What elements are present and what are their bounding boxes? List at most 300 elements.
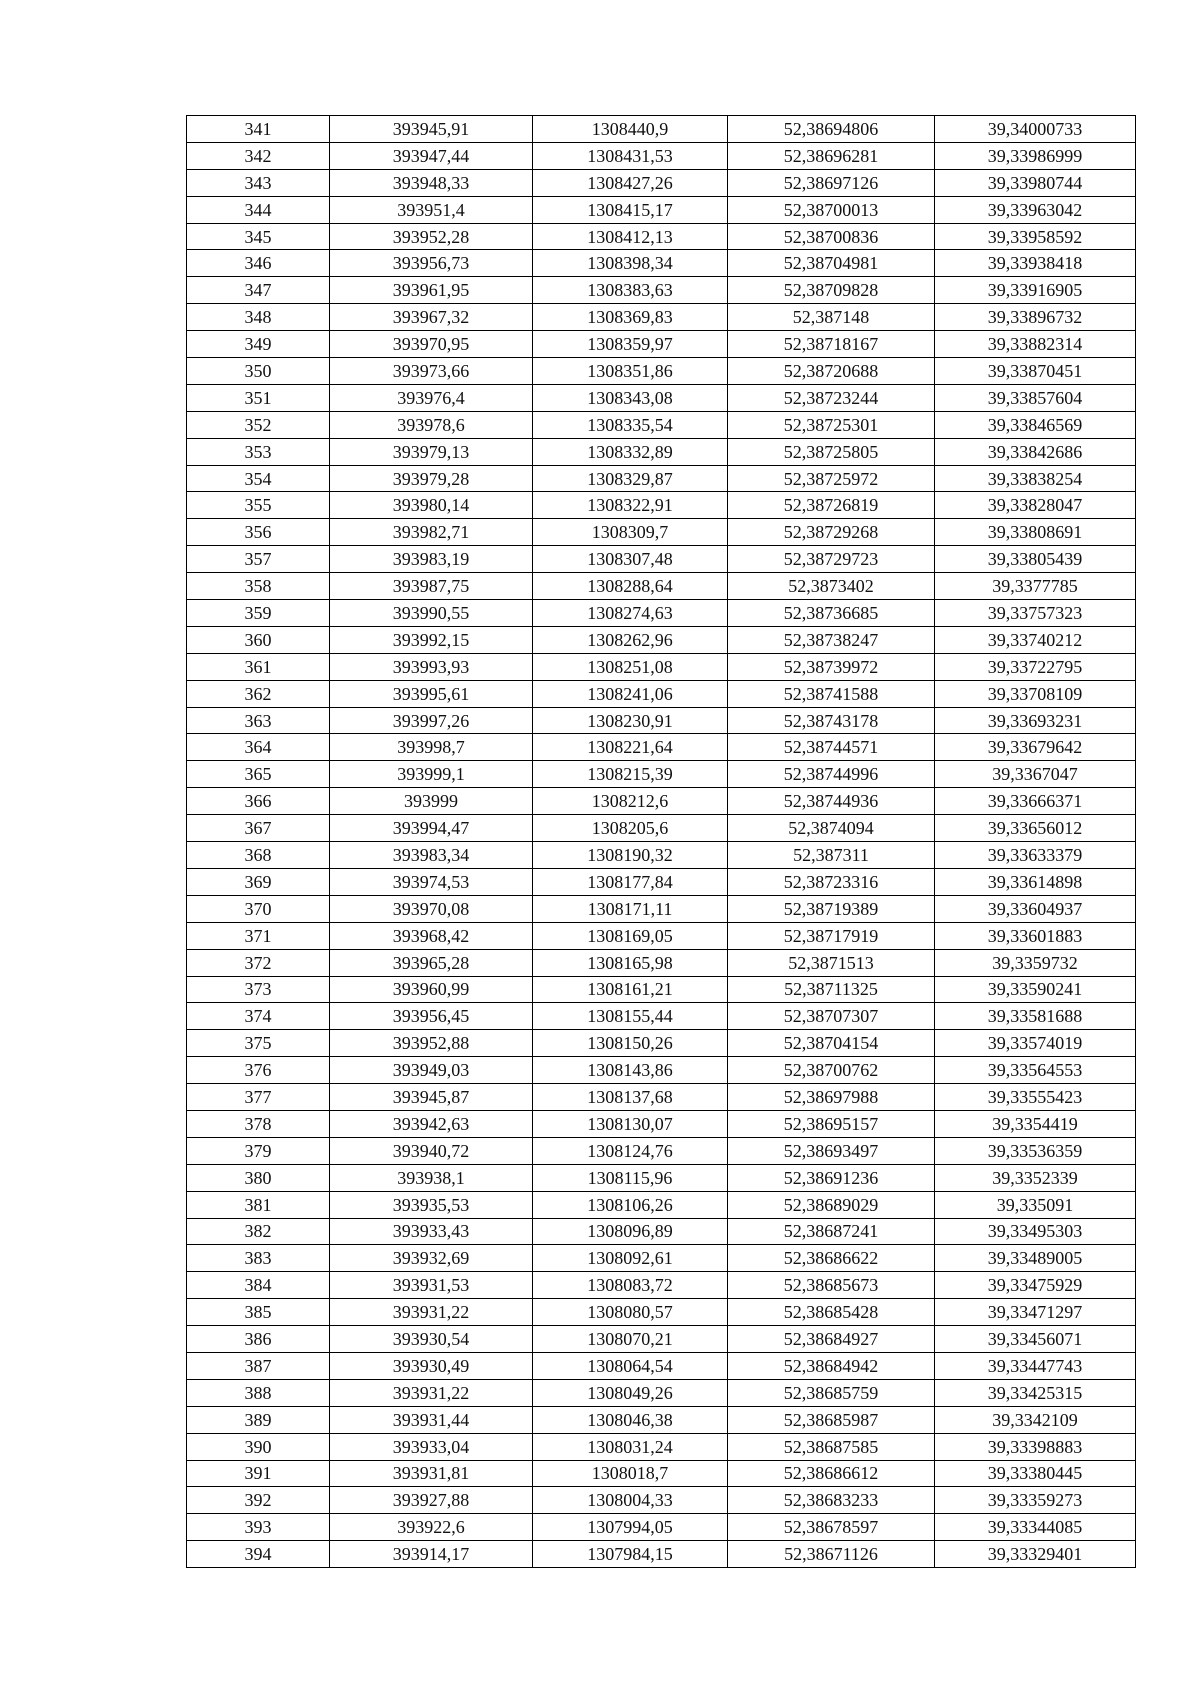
y-coordinate-cell: 1307994,05 xyxy=(533,1514,728,1541)
table-row xyxy=(187,1030,1136,1057)
table-row xyxy=(187,492,1136,519)
longitude-cell: 39,33722795 xyxy=(935,653,1136,680)
point-number-cell: 394 xyxy=(187,1541,330,1568)
latitude-cell: 52,38700762 xyxy=(728,1057,935,1084)
latitude-cell: 52,38704981 xyxy=(728,250,935,277)
longitude-cell: 39,33805439 xyxy=(935,546,1136,573)
longitude-cell: 39,33489005 xyxy=(935,1245,1136,1272)
longitude-cell: 39,33471297 xyxy=(935,1299,1136,1326)
point-number-cell: 370 xyxy=(187,895,330,922)
y-coordinate-cell: 1308230,91 xyxy=(533,707,728,734)
table-row xyxy=(187,223,1136,250)
y-coordinate-cell: 1308165,98 xyxy=(533,949,728,976)
point-number-cell: 352 xyxy=(187,411,330,438)
x-coordinate-cell: 393992,15 xyxy=(330,626,533,653)
latitude-cell: 52,38687241 xyxy=(728,1218,935,1245)
latitude-cell: 52,38729268 xyxy=(728,519,935,546)
x-coordinate-cell: 393952,28 xyxy=(330,223,533,250)
point-number-cell: 386 xyxy=(187,1326,330,1353)
latitude-cell: 52,38689029 xyxy=(728,1191,935,1218)
x-coordinate-cell: 393960,99 xyxy=(330,976,533,1003)
table-row xyxy=(187,707,1136,734)
point-number-cell: 382 xyxy=(187,1218,330,1245)
longitude-cell: 39,33447743 xyxy=(935,1352,1136,1379)
point-number-cell: 368 xyxy=(187,842,330,869)
latitude-cell: 52,38685759 xyxy=(728,1379,935,1406)
longitude-cell: 39,33574019 xyxy=(935,1030,1136,1057)
point-number-cell: 372 xyxy=(187,949,330,976)
y-coordinate-cell: 1308440,9 xyxy=(533,116,728,143)
x-coordinate-cell: 393983,34 xyxy=(330,842,533,869)
point-number-cell: 385 xyxy=(187,1299,330,1326)
latitude-cell: 52,38704154 xyxy=(728,1030,935,1057)
point-number-cell: 389 xyxy=(187,1406,330,1433)
longitude-cell: 39,3367047 xyxy=(935,761,1136,788)
y-coordinate-cell: 1308329,87 xyxy=(533,465,728,492)
latitude-cell: 52,38678597 xyxy=(728,1514,935,1541)
y-coordinate-cell: 1308274,63 xyxy=(533,600,728,627)
table-row xyxy=(187,1406,1136,1433)
y-coordinate-cell: 1308398,34 xyxy=(533,250,728,277)
x-coordinate-cell: 393997,26 xyxy=(330,707,533,734)
x-coordinate-cell: 393970,95 xyxy=(330,331,533,358)
longitude-cell: 39,33475929 xyxy=(935,1272,1136,1299)
x-coordinate-cell: 393945,91 xyxy=(330,116,533,143)
x-coordinate-cell: 393933,04 xyxy=(330,1433,533,1460)
latitude-cell: 52,38743178 xyxy=(728,707,935,734)
x-coordinate-cell: 393952,88 xyxy=(330,1030,533,1057)
y-coordinate-cell: 1308155,44 xyxy=(533,1003,728,1030)
y-coordinate-cell: 1308092,61 xyxy=(533,1245,728,1272)
point-number-cell: 349 xyxy=(187,331,330,358)
point-number-cell: 356 xyxy=(187,519,330,546)
latitude-cell: 52,38726819 xyxy=(728,492,935,519)
latitude-cell: 52,38684942 xyxy=(728,1352,935,1379)
latitude-cell: 52,38729723 xyxy=(728,546,935,573)
x-coordinate-cell: 393930,54 xyxy=(330,1326,533,1353)
y-coordinate-cell: 1308171,11 xyxy=(533,895,728,922)
x-coordinate-cell: 393976,4 xyxy=(330,384,533,411)
longitude-cell: 39,33896732 xyxy=(935,304,1136,331)
longitude-cell: 39,33344085 xyxy=(935,1514,1136,1541)
table-row xyxy=(187,277,1136,304)
x-coordinate-cell: 393931,44 xyxy=(330,1406,533,1433)
longitude-cell: 39,33604937 xyxy=(935,895,1136,922)
point-number-cell: 377 xyxy=(187,1084,330,1111)
longitude-cell: 39,3354419 xyxy=(935,1110,1136,1137)
longitude-cell: 39,3359732 xyxy=(935,949,1136,976)
latitude-cell: 52,3873402 xyxy=(728,573,935,600)
latitude-cell: 52,387148 xyxy=(728,304,935,331)
y-coordinate-cell: 1308046,38 xyxy=(533,1406,728,1433)
table-row xyxy=(187,1245,1136,1272)
table-row xyxy=(187,922,1136,949)
y-coordinate-cell: 1308130,07 xyxy=(533,1110,728,1137)
table-row xyxy=(187,1514,1136,1541)
latitude-cell: 52,38694806 xyxy=(728,116,935,143)
longitude-cell: 39,33846569 xyxy=(935,411,1136,438)
point-number-cell: 375 xyxy=(187,1030,330,1057)
point-number-cell: 360 xyxy=(187,626,330,653)
x-coordinate-cell: 393961,95 xyxy=(330,277,533,304)
longitude-cell: 39,33614898 xyxy=(935,868,1136,895)
point-number-cell: 346 xyxy=(187,250,330,277)
table-row xyxy=(187,1057,1136,1084)
table-row xyxy=(187,142,1136,169)
x-coordinate-cell: 393933,43 xyxy=(330,1218,533,1245)
x-coordinate-cell: 393940,72 xyxy=(330,1137,533,1164)
latitude-cell: 52,3871513 xyxy=(728,949,935,976)
point-number-cell: 381 xyxy=(187,1191,330,1218)
table-row xyxy=(187,1137,1136,1164)
y-coordinate-cell: 1308018,7 xyxy=(533,1460,728,1487)
longitude-cell: 39,33740212 xyxy=(935,626,1136,653)
latitude-cell: 52,38696281 xyxy=(728,142,935,169)
y-coordinate-cell: 1308427,26 xyxy=(533,169,728,196)
longitude-cell: 39,33456071 xyxy=(935,1326,1136,1353)
x-coordinate-cell: 393927,88 xyxy=(330,1487,533,1514)
latitude-cell: 52,38738247 xyxy=(728,626,935,653)
table-row xyxy=(187,949,1136,976)
table-row xyxy=(187,626,1136,653)
table-row xyxy=(187,600,1136,627)
longitude-cell: 39,33986999 xyxy=(935,142,1136,169)
y-coordinate-cell: 1308351,86 xyxy=(533,358,728,385)
point-number-cell: 353 xyxy=(187,438,330,465)
longitude-cell: 39,33425315 xyxy=(935,1379,1136,1406)
x-coordinate-cell: 393998,7 xyxy=(330,734,533,761)
x-coordinate-cell: 393979,28 xyxy=(330,465,533,492)
longitude-cell: 39,34000733 xyxy=(935,116,1136,143)
table-row xyxy=(187,868,1136,895)
x-coordinate-cell: 393931,53 xyxy=(330,1272,533,1299)
longitude-cell: 39,33564553 xyxy=(935,1057,1136,1084)
point-number-cell: 351 xyxy=(187,384,330,411)
latitude-cell: 52,38691236 xyxy=(728,1164,935,1191)
table-row xyxy=(187,842,1136,869)
y-coordinate-cell: 1308161,21 xyxy=(533,976,728,1003)
latitude-cell: 52,38744936 xyxy=(728,788,935,815)
point-number-cell: 365 xyxy=(187,761,330,788)
x-coordinate-cell: 393999 xyxy=(330,788,533,815)
table-row xyxy=(187,1164,1136,1191)
table-row xyxy=(187,1084,1136,1111)
table-row xyxy=(187,1003,1136,1030)
x-coordinate-cell: 393945,87 xyxy=(330,1084,533,1111)
x-coordinate-cell: 393968,42 xyxy=(330,922,533,949)
y-coordinate-cell: 1308221,64 xyxy=(533,734,728,761)
table-row xyxy=(187,1110,1136,1137)
y-coordinate-cell: 1308251,08 xyxy=(533,653,728,680)
x-coordinate-cell: 393931,81 xyxy=(330,1460,533,1487)
x-coordinate-cell: 393931,22 xyxy=(330,1299,533,1326)
point-number-cell: 350 xyxy=(187,358,330,385)
y-coordinate-cell: 1308322,91 xyxy=(533,492,728,519)
y-coordinate-cell: 1308049,26 xyxy=(533,1379,728,1406)
longitude-cell: 39,33842686 xyxy=(935,438,1136,465)
x-coordinate-cell: 393951,4 xyxy=(330,196,533,223)
longitude-cell: 39,33398883 xyxy=(935,1433,1136,1460)
latitude-cell: 52,38685673 xyxy=(728,1272,935,1299)
longitude-cell: 39,33828047 xyxy=(935,492,1136,519)
point-number-cell: 345 xyxy=(187,223,330,250)
x-coordinate-cell: 393990,55 xyxy=(330,600,533,627)
latitude-cell: 52,38687585 xyxy=(728,1433,935,1460)
table-row xyxy=(187,411,1136,438)
table-row xyxy=(187,196,1136,223)
y-coordinate-cell: 1307984,15 xyxy=(533,1541,728,1568)
table-row xyxy=(187,519,1136,546)
latitude-cell: 52,38700013 xyxy=(728,196,935,223)
longitude-cell: 39,33693231 xyxy=(935,707,1136,734)
table-row xyxy=(187,1299,1136,1326)
longitude-cell: 39,33857604 xyxy=(935,384,1136,411)
table-row xyxy=(187,1379,1136,1406)
longitude-cell: 39,33656012 xyxy=(935,815,1136,842)
longitude-cell: 39,33536359 xyxy=(935,1137,1136,1164)
latitude-cell: 52,38695157 xyxy=(728,1110,935,1137)
x-coordinate-cell: 393995,61 xyxy=(330,680,533,707)
x-coordinate-cell: 393965,28 xyxy=(330,949,533,976)
point-number-cell: 379 xyxy=(187,1137,330,1164)
latitude-cell: 52,38707307 xyxy=(728,1003,935,1030)
longitude-cell: 39,33757323 xyxy=(935,600,1136,627)
latitude-cell: 52,38720688 xyxy=(728,358,935,385)
latitude-cell: 52,38697988 xyxy=(728,1084,935,1111)
table-row xyxy=(187,358,1136,385)
latitude-cell: 52,38725805 xyxy=(728,438,935,465)
y-coordinate-cell: 1308307,48 xyxy=(533,546,728,573)
table-row xyxy=(187,438,1136,465)
latitude-cell: 52,38686612 xyxy=(728,1460,935,1487)
y-coordinate-cell: 1308431,53 xyxy=(533,142,728,169)
longitude-cell: 39,3377785 xyxy=(935,573,1136,600)
y-coordinate-cell: 1308190,32 xyxy=(533,842,728,869)
longitude-cell: 39,33666371 xyxy=(935,788,1136,815)
x-coordinate-cell: 393956,45 xyxy=(330,1003,533,1030)
latitude-cell: 52,38741588 xyxy=(728,680,935,707)
latitude-cell: 52,38711325 xyxy=(728,976,935,1003)
point-number-cell: 343 xyxy=(187,169,330,196)
point-number-cell: 380 xyxy=(187,1164,330,1191)
table-row xyxy=(187,761,1136,788)
table-row xyxy=(187,304,1136,331)
table-row xyxy=(187,465,1136,492)
latitude-cell: 52,38725301 xyxy=(728,411,935,438)
point-number-cell: 362 xyxy=(187,680,330,707)
longitude-cell: 39,33958592 xyxy=(935,223,1136,250)
x-coordinate-cell: 393922,6 xyxy=(330,1514,533,1541)
longitude-cell: 39,33808691 xyxy=(935,519,1136,546)
y-coordinate-cell: 1308343,08 xyxy=(533,384,728,411)
y-coordinate-cell: 1308215,39 xyxy=(533,761,728,788)
point-number-cell: 366 xyxy=(187,788,330,815)
x-coordinate-cell: 393978,6 xyxy=(330,411,533,438)
x-coordinate-cell: 393935,53 xyxy=(330,1191,533,1218)
longitude-cell: 39,3342109 xyxy=(935,1406,1136,1433)
longitude-cell: 39,33679642 xyxy=(935,734,1136,761)
x-coordinate-cell: 393994,47 xyxy=(330,815,533,842)
longitude-cell: 39,33601883 xyxy=(935,922,1136,949)
table-row xyxy=(187,331,1136,358)
point-number-cell: 376 xyxy=(187,1057,330,1084)
point-number-cell: 387 xyxy=(187,1352,330,1379)
latitude-cell: 52,38709828 xyxy=(728,277,935,304)
x-coordinate-cell: 393999,1 xyxy=(330,761,533,788)
x-coordinate-cell: 393914,17 xyxy=(330,1541,533,1568)
longitude-cell: 39,33590241 xyxy=(935,976,1136,1003)
x-coordinate-cell: 393949,03 xyxy=(330,1057,533,1084)
table-row xyxy=(187,1326,1136,1353)
latitude-cell: 52,3874094 xyxy=(728,815,935,842)
latitude-cell: 52,38736685 xyxy=(728,600,935,627)
latitude-cell: 52,38671126 xyxy=(728,1541,935,1568)
latitude-cell: 52,387311 xyxy=(728,842,935,869)
latitude-cell: 52,38683233 xyxy=(728,1487,935,1514)
latitude-cell: 52,38685987 xyxy=(728,1406,935,1433)
y-coordinate-cell: 1308070,21 xyxy=(533,1326,728,1353)
y-coordinate-cell: 1308383,63 xyxy=(533,277,728,304)
point-number-cell: 348 xyxy=(187,304,330,331)
y-coordinate-cell: 1308335,54 xyxy=(533,411,728,438)
point-number-cell: 355 xyxy=(187,492,330,519)
point-number-cell: 358 xyxy=(187,573,330,600)
point-number-cell: 357 xyxy=(187,546,330,573)
point-number-cell: 373 xyxy=(187,976,330,1003)
longitude-cell: 39,3352339 xyxy=(935,1164,1136,1191)
table-row xyxy=(187,384,1136,411)
point-number-cell: 347 xyxy=(187,277,330,304)
table-row xyxy=(187,1541,1136,1568)
table-row xyxy=(187,546,1136,573)
latitude-cell: 52,38684927 xyxy=(728,1326,935,1353)
table-row xyxy=(187,1272,1136,1299)
y-coordinate-cell: 1308137,68 xyxy=(533,1084,728,1111)
y-coordinate-cell: 1308369,83 xyxy=(533,304,728,331)
x-coordinate-cell: 393970,08 xyxy=(330,895,533,922)
longitude-cell: 39,33708109 xyxy=(935,680,1136,707)
latitude-cell: 52,38744996 xyxy=(728,761,935,788)
point-number-cell: 344 xyxy=(187,196,330,223)
y-coordinate-cell: 1308169,05 xyxy=(533,922,728,949)
x-coordinate-cell: 393942,63 xyxy=(330,1110,533,1137)
y-coordinate-cell: 1308115,96 xyxy=(533,1164,728,1191)
x-coordinate-cell: 393932,69 xyxy=(330,1245,533,1272)
table-row xyxy=(187,250,1136,277)
latitude-cell: 52,38693497 xyxy=(728,1137,935,1164)
x-coordinate-cell: 393983,19 xyxy=(330,546,533,573)
longitude-cell: 39,33963042 xyxy=(935,196,1136,223)
latitude-cell: 52,38717919 xyxy=(728,922,935,949)
y-coordinate-cell: 1308031,24 xyxy=(533,1433,728,1460)
point-number-cell: 342 xyxy=(187,142,330,169)
point-number-cell: 363 xyxy=(187,707,330,734)
longitude-cell: 39,33380445 xyxy=(935,1460,1136,1487)
y-coordinate-cell: 1308004,33 xyxy=(533,1487,728,1514)
x-coordinate-cell: 393930,49 xyxy=(330,1352,533,1379)
table-row xyxy=(187,895,1136,922)
point-number-cell: 369 xyxy=(187,868,330,895)
table-row xyxy=(187,815,1136,842)
longitude-cell: 39,33633379 xyxy=(935,842,1136,869)
point-number-cell: 388 xyxy=(187,1379,330,1406)
point-number-cell: 384 xyxy=(187,1272,330,1299)
table-row xyxy=(187,976,1136,1003)
point-number-cell: 354 xyxy=(187,465,330,492)
latitude-cell: 52,38719389 xyxy=(728,895,935,922)
table-row xyxy=(187,1191,1136,1218)
y-coordinate-cell: 1308241,06 xyxy=(533,680,728,707)
longitude-cell: 39,33329401 xyxy=(935,1541,1136,1568)
x-coordinate-cell: 393974,53 xyxy=(330,868,533,895)
point-number-cell: 391 xyxy=(187,1460,330,1487)
y-coordinate-cell: 1308415,17 xyxy=(533,196,728,223)
coordinates-table xyxy=(186,115,1136,1568)
table-row xyxy=(187,1433,1136,1460)
x-coordinate-cell: 393973,66 xyxy=(330,358,533,385)
table-row xyxy=(187,653,1136,680)
coordinates-table-body xyxy=(187,116,1136,1568)
x-coordinate-cell: 393967,32 xyxy=(330,304,533,331)
table-row xyxy=(187,680,1136,707)
table-row xyxy=(187,788,1136,815)
table-row xyxy=(187,1487,1136,1514)
x-coordinate-cell: 393982,71 xyxy=(330,519,533,546)
point-number-cell: 393 xyxy=(187,1514,330,1541)
y-coordinate-cell: 1308177,84 xyxy=(533,868,728,895)
latitude-cell: 52,38700836 xyxy=(728,223,935,250)
x-coordinate-cell: 393931,22 xyxy=(330,1379,533,1406)
x-coordinate-cell: 393979,13 xyxy=(330,438,533,465)
point-number-cell: 361 xyxy=(187,653,330,680)
longitude-cell: 39,335091 xyxy=(935,1191,1136,1218)
longitude-cell: 39,33938418 xyxy=(935,250,1136,277)
longitude-cell: 39,33870451 xyxy=(935,358,1136,385)
longitude-cell: 39,33495303 xyxy=(935,1218,1136,1245)
latitude-cell: 52,38744571 xyxy=(728,734,935,761)
y-coordinate-cell: 1308080,57 xyxy=(533,1299,728,1326)
y-coordinate-cell: 1308205,6 xyxy=(533,815,728,842)
y-coordinate-cell: 1308212,6 xyxy=(533,788,728,815)
latitude-cell: 52,38725972 xyxy=(728,465,935,492)
point-number-cell: 378 xyxy=(187,1110,330,1137)
table-row xyxy=(187,169,1136,196)
x-coordinate-cell: 393993,93 xyxy=(330,653,533,680)
y-coordinate-cell: 1308288,64 xyxy=(533,573,728,600)
latitude-cell: 52,38685428 xyxy=(728,1299,935,1326)
point-number-cell: 383 xyxy=(187,1245,330,1272)
longitude-cell: 39,33980744 xyxy=(935,169,1136,196)
y-coordinate-cell: 1308064,54 xyxy=(533,1352,728,1379)
latitude-cell: 52,38697126 xyxy=(728,169,935,196)
point-number-cell: 367 xyxy=(187,815,330,842)
y-coordinate-cell: 1308262,96 xyxy=(533,626,728,653)
latitude-cell: 52,38686622 xyxy=(728,1245,935,1272)
table-row xyxy=(187,734,1136,761)
longitude-cell: 39,33882314 xyxy=(935,331,1136,358)
y-coordinate-cell: 1308124,76 xyxy=(533,1137,728,1164)
longitude-cell: 39,33916905 xyxy=(935,277,1136,304)
point-number-cell: 364 xyxy=(187,734,330,761)
longitude-cell: 39,33838254 xyxy=(935,465,1136,492)
latitude-cell: 52,38718167 xyxy=(728,331,935,358)
x-coordinate-cell: 393938,1 xyxy=(330,1164,533,1191)
y-coordinate-cell: 1308309,7 xyxy=(533,519,728,546)
latitude-cell: 52,38723244 xyxy=(728,384,935,411)
y-coordinate-cell: 1308150,26 xyxy=(533,1030,728,1057)
y-coordinate-cell: 1308096,89 xyxy=(533,1218,728,1245)
table-row xyxy=(187,573,1136,600)
